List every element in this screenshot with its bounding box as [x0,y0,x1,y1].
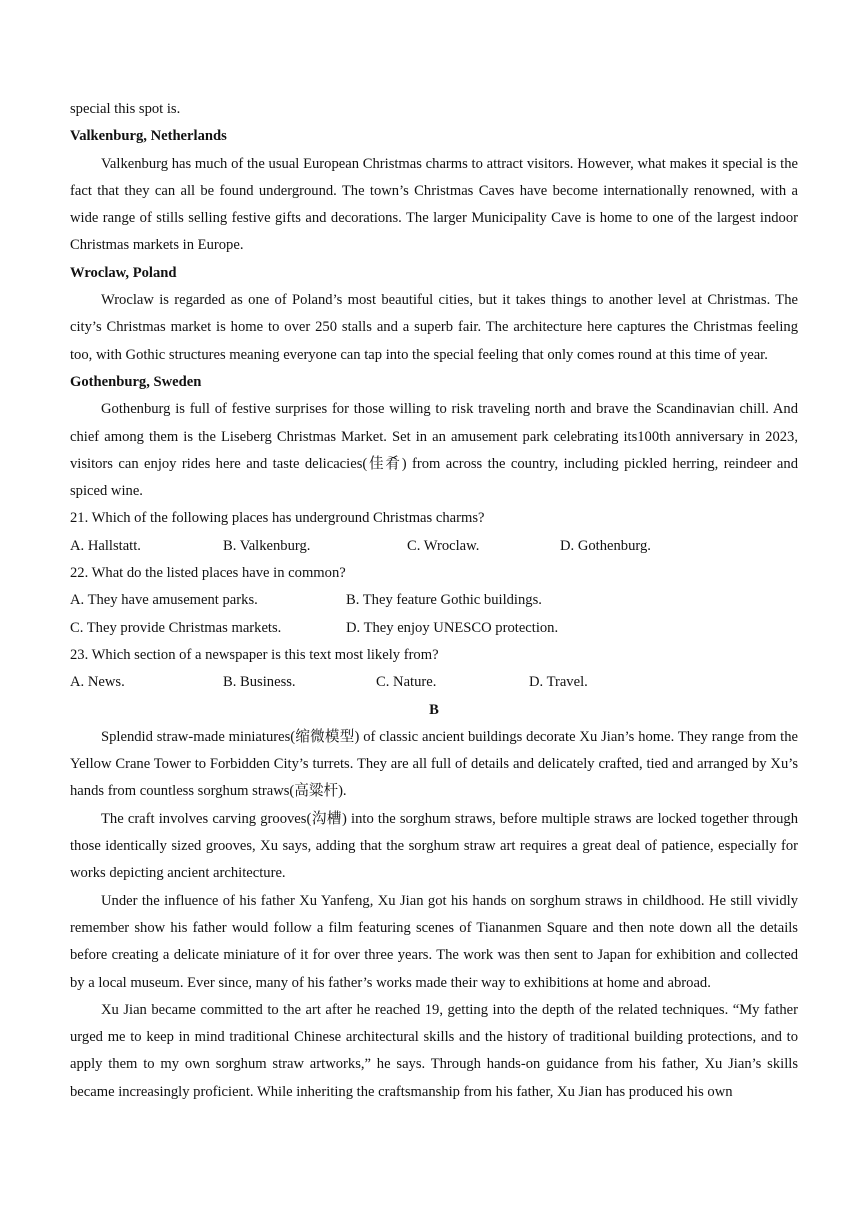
section-body-valkenburg: Valkenburg has much of the usual European Christmas charms to attract visitors. However, what makes it special is the fact that they can all be found underground. The town’s Christmas Caves have become internationally renowned, with a wide range of stills selling festive gifts and decorations. The larger Municipality Cave is home to one of the largest indoor Christmas markets in Europe. [70,155,798,254]
passage-b-paragraph-1: Splendid straw-made miniatures(缩微模型) of classic ancient buildings decorate Xu Jian’s home. They range from the Yellow Crane Tower to Forbidden City’s turrets. They are all full of details and delicately crafted, tied and arranged by Xu’s hands from countless sorghum straws(高粱杆). [70,728,798,800]
section-body-wroclaw: Wroclaw is regarded as one of Poland’s most beautiful cities, but it takes things to another level at Christmas. The city’s Christmas market is home to over 250 stalls and a superb fair. The architecture here captures the Christmas feeling too, with Gothic structures meaning everyone can tap into the special feeling that only comes round at this time of year. [70,292,798,363]
option-21-d: D. Gothenburg. [560,537,651,554]
question-21-options [70,533,798,560]
section-heading-valkenburg: Valkenburg, Netherlands [70,128,227,145]
passage-b-paragraph-3: Under the influence of his father Xu Yanfeng, Xu Jian got his hands on sorghum straws in childhood. He still vividly remember show his father would follow a film featuring scenes of Tiananmen Square and then note down all the details before creating a delicate miniature of it for over three years. The work was then sent to Japan for exhibition and collected by a local museum. Ever since, many of his father’s works made their way to exhibitions at home and abroad. [70,892,798,991]
passage-b-paragraph-4: Xu Jian became committed to the art after he reached 19, getting into the depth of the related techniques. “My father urged me to keep in mind traditional Chinese architectural skills and the history of traditional building protections, and to apply them to my own sorghum straw artworks,” he says. Through hands-on guidance from his father, Xu Jian’s skills became increasingly proficient. While inheriting the craftsmanship from his father, Xu Jian has produced his own [70,1001,798,1100]
question-23-stem: 23. Which section of a newspaper is this text most likely from? [70,646,439,663]
intro-tail-text: special this spot is. [70,101,181,117]
option-22-c: C. They provide Christmas markets. [70,619,282,636]
option-23-a: A. News. [70,674,125,691]
option-21-a: A. Hallstatt. [70,537,141,554]
question-22-options-row-1 [70,587,798,614]
question-22-options-row-2 [70,615,798,642]
option-22-a: A. They have amusement parks. [70,592,258,609]
passage-b-title: B [429,701,439,718]
option-23-b: B. Business. [223,674,296,691]
option-22-b: B. They feature Gothic buildings. [346,592,542,609]
section-heading-gothenburg: Gothenburg, Sweden [70,373,202,390]
section-body-gothenburg: Gothenburg is full of festive surprises for those willing to risk traveling north and brave the Scandinavian chill. And chief among them is the Liseberg Christmas Market. Set in an amusement park celebrating its100th anniversary in 2023, visitors can enjoy rides here and taste delicacies(佳肴) from across the country, including pickled herring, reindeer and spiced wine. [70,401,798,500]
option-23-c: C. Nature. [376,674,437,691]
option-21-b: B. Valkenburg. [223,537,311,554]
section-heading-wroclaw: Wroclaw, Poland [70,264,177,281]
option-21-c: C. Wroclaw. [407,537,480,554]
question-22-stem: 22. What do the listed places have in common? [70,565,346,582]
option-22-d: D. They enjoy UNESCO protection. [346,619,559,636]
question-23-options [70,669,798,696]
passage-b-paragraph-2: The craft involves carving grooves(沟槽) into the sorghum straws, before multiple straws are locked together through those identically sized grooves, Xu says, adding that the sorghum straw art requires a great deal of patience, especially for works depicting ancient architecture. [70,810,798,882]
option-23-d: D. Travel. [529,674,588,691]
question-21-stem: 21. Which of the following places has underground Christmas charms? [70,510,485,527]
